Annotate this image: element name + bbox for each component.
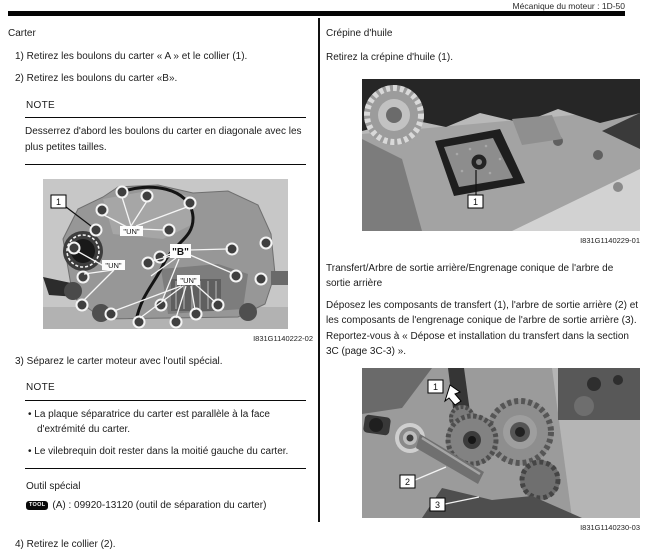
label-un-bottom: [177, 275, 200, 285]
page-header-title: Mécanique du moteur : 1D-50: [512, 1, 625, 11]
callout-2-box: [400, 475, 415, 488]
oil-strainer-photo: [362, 79, 640, 231]
figure-crankcase-bolts: [43, 179, 313, 347]
large-gear: [487, 399, 553, 465]
step-4: 4) Retirez le collier (2).: [15, 539, 116, 550]
special-tool-line: [26, 498, 310, 514]
note-rule: [25, 468, 306, 469]
note-title: NOTE: [26, 99, 55, 111]
special-tool-text: (A) : 09920-13120 (outil de séparation du carter): [52, 499, 267, 511]
figure-transfer-gears: [362, 368, 640, 536]
lower-gear: [520, 460, 560, 500]
figure-caption: I831G1140230-03: [580, 522, 640, 532]
svg-text:1: 1: [472, 197, 479, 207]
note-block-1: [25, 98, 306, 166]
right-column: [326, 20, 640, 535]
svg-text:"B": "B": [172, 247, 189, 258]
note-bullet: • La plaque séparatrice du carter est parallèle à la face d'extrémité du carter.: [37, 407, 306, 438]
step-1: 1) Retirez les boulons du carter « A » et le collier (1).: [15, 50, 248, 62]
label-un-top: [120, 226, 143, 236]
note-rule: [25, 400, 306, 401]
crankcase-photo: [43, 179, 288, 329]
svg-text:1: 1: [432, 381, 439, 392]
section-heading-transfert: Transfert/Arbre de sortie arrière/Engrenage conique de l'arbre de sortie arrière: [326, 262, 614, 289]
callout-1-box: [468, 195, 483, 208]
section-heading-crepine: Crépine d'huile: [326, 28, 393, 39]
note-rule: [25, 164, 306, 165]
figure-caption: I831G1140222-02: [253, 334, 313, 343]
svg-text:"UN": "UN": [105, 261, 122, 270]
note-body: Desserrez d'abord les boulons du carter en diagonale avec les plus petites tailles.: [25, 126, 302, 153]
label-un-left: [102, 260, 125, 270]
left-column: [8, 20, 313, 553]
transfer-gears-photo: [362, 368, 640, 518]
svg-text:"UN": "UN": [180, 276, 197, 285]
tool-icon: TOOL: [26, 501, 48, 510]
svg-text:3: 3: [434, 499, 441, 510]
note-bullet: • Le vilebrequin doit rester dans la moitié gauche du carter.: [37, 444, 306, 460]
note-block-2: [25, 380, 306, 469]
step-2: 2) Retirez les boulons du carter «B».: [15, 73, 178, 84]
instruction-transfert: Déposez les composants de transfert (1), l'arbre de sortie arrière (2) et les composants de l'engrenage conique de l'arbre de sortie arrière (3). Reportez-vous à « Dépose et installation du transfert dans la section 3C (page 3C-3) ».: [326, 299, 639, 357]
svg-text:"UN": "UN": [123, 227, 140, 236]
instruction-crepine: Retirez la crépine d'huile (1).: [326, 51, 453, 63]
gear-icon: [364, 85, 424, 145]
callout-1-box: [51, 195, 66, 208]
column-divider: [318, 18, 320, 522]
figure-oil-strainer: [362, 79, 640, 249]
section-heading-carter: Carter: [8, 28, 36, 39]
note-rule: [25, 117, 306, 118]
callout-3-box: [430, 498, 445, 511]
note-bullet-list: [25, 407, 306, 460]
step-3: 3) Séparez le carter moteur avec l'outil spécial.: [15, 355, 223, 367]
label-b: [170, 244, 191, 258]
special-tool-heading: Outil spécial: [26, 481, 81, 492]
header-rule: [8, 11, 625, 16]
figure-caption: I831G1140229-01: [580, 236, 640, 245]
svg-text:1: 1: [55, 197, 62, 207]
note-title: NOTE: [26, 382, 55, 393]
svg-text:2: 2: [404, 476, 411, 487]
